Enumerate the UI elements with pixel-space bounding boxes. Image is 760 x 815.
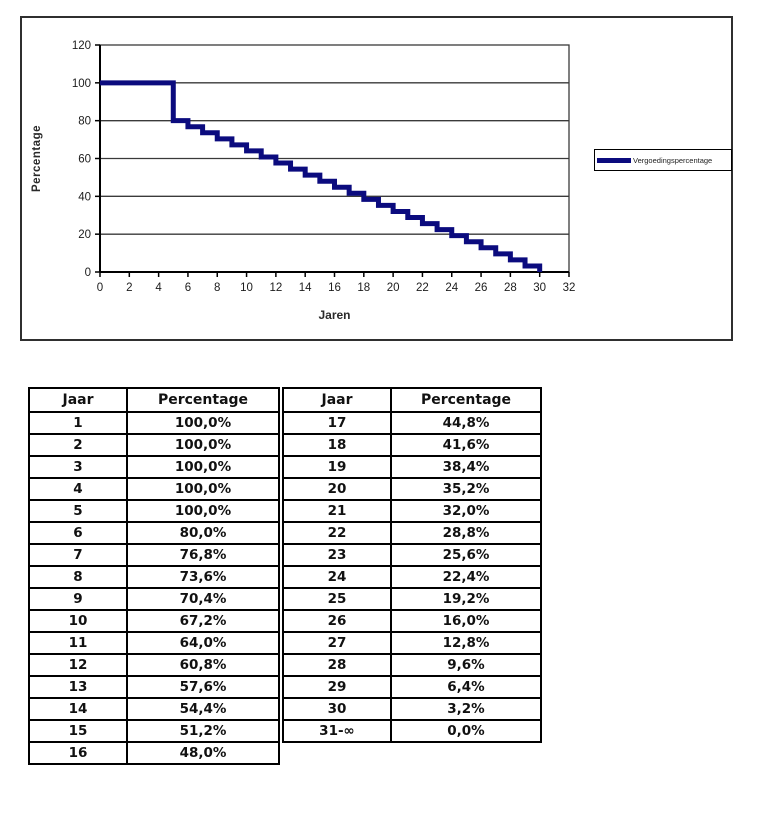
table-row xyxy=(283,698,541,720)
table-cell-jaar: 17 xyxy=(283,412,391,434)
x-tick-label: 28 xyxy=(503,282,517,294)
table-cell-percentage: 100,0% xyxy=(127,434,279,456)
table-cell-jaar: 15 xyxy=(29,720,127,742)
table-row xyxy=(283,566,541,588)
table-row xyxy=(283,632,541,654)
table-row xyxy=(29,566,279,588)
table-cell-jaar: 28 xyxy=(283,654,391,676)
x-tick-label: 10 xyxy=(240,282,253,294)
table-cell-jaar: 18 xyxy=(283,434,391,456)
table-cell-percentage: 25,6% xyxy=(391,544,541,566)
table-cell-jaar: 8 xyxy=(29,566,127,588)
table-cell-jaar: 22 xyxy=(283,522,391,544)
table-cell-jaar: 10 xyxy=(29,610,127,632)
table-cell-percentage: 19,2% xyxy=(391,588,541,610)
x-tick-label: 22 xyxy=(416,282,429,294)
table-cell-percentage: 100,0% xyxy=(127,478,279,500)
table-cell-jaar: 16 xyxy=(29,742,127,764)
table-cell-percentage: 51,2% xyxy=(127,720,279,742)
step-chart-plot xyxy=(22,18,731,339)
table-row xyxy=(29,500,279,522)
x-tick-label: 14 xyxy=(298,282,312,294)
table-header-row xyxy=(283,388,541,412)
table-row xyxy=(283,478,541,500)
table-cell-percentage: 70,4% xyxy=(127,588,279,610)
column-header-percentage: Percentage xyxy=(391,388,541,412)
column-header-jaar: Jaar xyxy=(283,388,391,412)
column-header-percentage: Percentage xyxy=(127,388,279,412)
table-row xyxy=(29,742,279,764)
table-cell-percentage: 100,0% xyxy=(127,456,279,478)
table-row xyxy=(283,412,541,434)
x-tick-label: 8 xyxy=(214,282,221,294)
table-row xyxy=(283,676,541,698)
table-row xyxy=(29,522,279,544)
table-cell-jaar: 26 xyxy=(283,610,391,632)
table-cell-percentage: 35,2% xyxy=(391,478,541,500)
table-cell-percentage: 100,0% xyxy=(127,412,279,434)
table-cell-percentage: 54,4% xyxy=(127,698,279,720)
x-tick-label: 32 xyxy=(562,282,576,294)
table-row xyxy=(283,720,541,742)
y-tick-label: 20 xyxy=(78,229,91,242)
table-cell-percentage: 6,4% xyxy=(391,676,541,698)
table-cell-percentage: 60,8% xyxy=(127,654,279,676)
x-tick-label: 12 xyxy=(269,282,283,294)
table-cell-jaar: 25 xyxy=(283,588,391,610)
table-row xyxy=(283,544,541,566)
table-cell-percentage: 38,4% xyxy=(391,456,541,478)
table-cell-jaar: 7 xyxy=(29,544,127,566)
table-header-row xyxy=(29,388,279,412)
table-years-1-16 xyxy=(28,387,280,765)
table-row xyxy=(283,610,541,632)
table-cell-percentage: 9,6% xyxy=(391,654,541,676)
table-cell-jaar: 19 xyxy=(283,456,391,478)
x-tick-label: 4 xyxy=(155,282,162,294)
table-cell-jaar: 12 xyxy=(29,654,127,676)
table-cell-percentage: 41,6% xyxy=(391,434,541,456)
y-tick-label: 0 xyxy=(84,267,91,279)
y-tick-label: 100 xyxy=(71,77,91,90)
table-cell-percentage: 28,8% xyxy=(391,522,541,544)
table-cell-jaar: 24 xyxy=(283,566,391,588)
x-tick-label: 18 xyxy=(357,282,371,294)
table-row xyxy=(29,698,279,720)
table-cell-jaar: 23 xyxy=(283,544,391,566)
table-cell-percentage: 76,8% xyxy=(127,544,279,566)
table-cell-jaar: 14 xyxy=(29,698,127,720)
table-row xyxy=(283,434,541,456)
table-cell-jaar: 6 xyxy=(29,522,127,544)
table-row xyxy=(29,588,279,610)
table-cell-percentage: 0,0% xyxy=(391,720,541,742)
table-row xyxy=(29,632,279,654)
x-tick-label: 0 xyxy=(96,282,104,294)
table-cell-percentage: 80,0% xyxy=(127,522,279,544)
table-row xyxy=(29,610,279,632)
table-cell-jaar: 9 xyxy=(29,588,127,610)
x-tick-label: 2 xyxy=(126,282,133,294)
table-cell-percentage: 48,0% xyxy=(127,742,279,764)
step-line-vergoedingspercentage xyxy=(100,83,540,272)
table-cell-jaar: 2 xyxy=(29,434,127,456)
legend-label: Vergoedingspercentage xyxy=(633,155,713,165)
chart-panel xyxy=(20,16,733,341)
legend-line-marker xyxy=(597,158,631,163)
table-row xyxy=(283,654,541,676)
table-row xyxy=(283,522,541,544)
table-cell-percentage: 73,6% xyxy=(127,566,279,588)
table-row xyxy=(29,544,279,566)
x-axis-title: Jaren xyxy=(318,308,351,322)
table-cell-jaar: 3 xyxy=(29,456,127,478)
table-row xyxy=(283,588,541,610)
x-tick-label: 30 xyxy=(533,282,547,294)
table-row xyxy=(29,654,279,676)
x-tick-label: 26 xyxy=(474,282,488,294)
table-row xyxy=(29,434,279,456)
table-cell-jaar: 21 xyxy=(283,500,391,522)
column-header-jaar: Jaar xyxy=(29,388,127,412)
table-cell-jaar: 27 xyxy=(283,632,391,654)
x-tick-label: 20 xyxy=(386,282,400,294)
y-tick-label: 120 xyxy=(71,40,91,52)
table-cell-percentage: 57,6% xyxy=(127,676,279,698)
table-cell-percentage: 64,0% xyxy=(127,632,279,654)
x-tick-label: 6 xyxy=(184,282,192,294)
table-row xyxy=(29,676,279,698)
x-tick-label: 24 xyxy=(445,282,459,294)
table-cell-jaar: 11 xyxy=(29,632,127,654)
table-cell-jaar: 4 xyxy=(29,478,127,500)
table-years-17-inf xyxy=(282,387,542,743)
table-row xyxy=(283,456,541,478)
table-cell-percentage: 67,2% xyxy=(127,610,279,632)
table-row xyxy=(283,500,541,522)
table-row xyxy=(29,456,279,478)
table-cell-percentage: 12,8% xyxy=(391,632,541,654)
table-cell-percentage: 100,0% xyxy=(127,500,279,522)
table-cell-jaar: 30 xyxy=(283,698,391,720)
table-cell-percentage: 32,0% xyxy=(391,500,541,522)
y-tick-label: 60 xyxy=(78,153,91,166)
table-cell-jaar: 31-∞ xyxy=(283,720,391,742)
table-row xyxy=(29,478,279,500)
table-cell-jaar: 5 xyxy=(29,500,127,522)
legend xyxy=(594,149,732,171)
y-tick-label: 80 xyxy=(78,115,91,128)
y-axis-title: Percentage xyxy=(31,125,43,193)
table-cell-jaar: 1 xyxy=(29,412,127,434)
table-row xyxy=(29,720,279,742)
x-tick-label: 16 xyxy=(328,282,341,294)
table-cell-jaar: 13 xyxy=(29,676,127,698)
table-cell-percentage: 3,2% xyxy=(391,698,541,720)
table-cell-percentage: 22,4% xyxy=(391,566,541,588)
table-row xyxy=(29,412,279,434)
table-cell-jaar: 29 xyxy=(283,676,391,698)
table-cell-percentage: 44,8% xyxy=(391,412,541,434)
table-cell-jaar: 20 xyxy=(283,478,391,500)
table-cell-percentage: 16,0% xyxy=(391,610,541,632)
y-tick-label: 40 xyxy=(78,191,91,204)
